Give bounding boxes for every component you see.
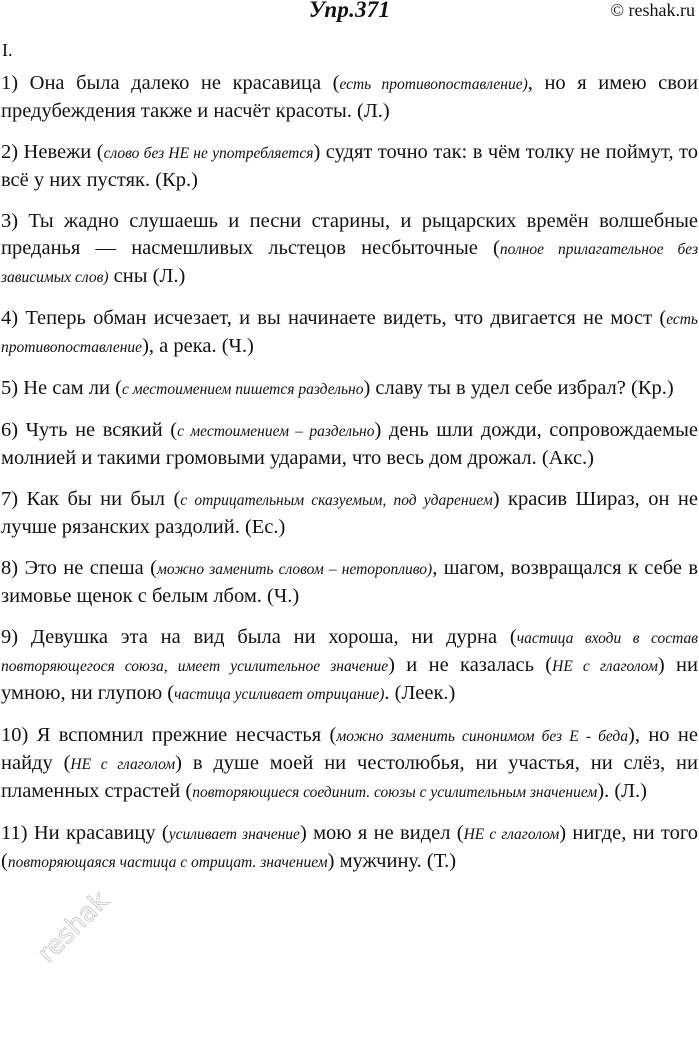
- exercise-item-7: [1, 486, 698, 541]
- exercise-item-1: [1, 70, 698, 125]
- sentence-text: 2) Невежи (: [1, 141, 104, 163]
- sentence-text: 7) Как бы ни был (: [1, 488, 181, 510]
- sentence-text: ) судят точно так: в чём толку не поймут, то всё у них пустяк. (Кр.): [1, 141, 698, 191]
- sentence-text: , шагом, возвращался к себе в зимовье щенок с белым лбом. (Ч.): [1, 557, 698, 607]
- sentence-text: ) в душе моей ни честолюбья, ни участья, ни слёз, ни пламенных страстей (: [1, 752, 698, 802]
- grammar-note: с местоимением пишется раздельно: [121, 381, 364, 398]
- sentence-text: 4) Теперь обман исчезает, и вы начинаете видеть, что двигается не мост (: [1, 307, 667, 329]
- sentence-text: ) славу ты в удел себе избрал? (Кр.): [363, 377, 674, 399]
- sentence-text: ) красив Шираз, он не лучше рязанских раздолий. (Ес.): [1, 488, 698, 538]
- sentence-text: . (Леек.): [384, 682, 456, 704]
- exercise-item-10: [1, 722, 698, 806]
- sentence-text: ) мою я не видел (: [299, 822, 464, 844]
- exercise-item-3: [1, 208, 698, 291]
- grammar-note: частица входи в состав повторяющегося союза, имеет усилительное значение: [1, 630, 698, 675]
- sentence-text: ) и не казалась (: [388, 654, 553, 676]
- grammar-note: усиливает значение: [168, 826, 300, 843]
- sentence-text: 3) Ты жадно слушаешь и песни старины, и рыцарских времён волшебные преданья — насмешливых льстецов несбыточные (: [1, 210, 698, 259]
- sentence-text: 1) Она была далеко не красавица (: [1, 72, 340, 94]
- exercise-content: [1, 70, 698, 890]
- copyright-watermark-icon: [20, 880, 140, 970]
- grammar-note: полное прилагательное без зависимых слов): [1, 241, 698, 286]
- grammar-note: повторяющаяся частица с отрицат. значением: [7, 854, 328, 871]
- section-label: I.: [2, 40, 13, 60]
- sentence-text: ) нигде, ни того (: [1, 822, 698, 872]
- exercise-item-2: [1, 139, 698, 194]
- sentence-text: ) ни умною, ни глупою (: [1, 654, 698, 704]
- exercise-item-5: [1, 375, 698, 403]
- grammar-note: слово без НЕ не употребляется: [103, 145, 314, 162]
- grammar-note: частица усиливает отрицание): [174, 686, 385, 703]
- exercise-title: Упр.371: [308, 0, 391, 22]
- grammar-note: есть противопоставление: [1, 311, 698, 356]
- sentence-text: 9) Девушка эта на вид была ни хороша, ни дурна (: [1, 626, 517, 648]
- grammar-note: НЕ с глаголом: [463, 826, 560, 843]
- grammar-note: можно заменить синонимом без Е - беда: [336, 728, 628, 745]
- exercise-item-9: [1, 624, 698, 708]
- grammar-note: можно заменить словом – неторопливо): [156, 561, 433, 578]
- sentence-text: ). (Л.): [597, 780, 648, 802]
- sentence-text: 6) Чуть не всякий (: [1, 419, 178, 441]
- svg-text:reshak: reshak: [31, 886, 115, 969]
- grammar-note: НЕ с глаголом: [552, 658, 658, 675]
- grammar-note: с отрицательным сказуемым, под ударением: [180, 492, 493, 509]
- sentence-text: 10) Я вспомнил прежние несчастья (: [1, 724, 337, 746]
- exercise-item-4: [1, 305, 698, 361]
- sentence-text: ) мужчину. (Т.): [327, 850, 457, 872]
- grammar-note: есть противопоставление): [339, 76, 528, 93]
- copyright-notice: © reshak.ru: [610, 0, 695, 20]
- grammar-note: повторяющиеся соединит. союзы с усилительным значением: [192, 784, 598, 801]
- sentence-text: 5) Не сам ли (: [1, 377, 122, 399]
- sentence-text: сны (Л.): [108, 265, 186, 287]
- page-header: [0, 0, 699, 30]
- sentence-text: 8) Это не спеша (: [1, 557, 157, 579]
- sentence-text: 11) Ни красавицу (: [1, 822, 169, 844]
- exercise-item-8: [1, 555, 698, 610]
- exercise-item-6: [1, 417, 698, 472]
- sentence-text: ), а река. (Ч.): [142, 335, 254, 357]
- grammar-note: с местоимением – раздельно: [177, 423, 375, 440]
- sentence-text: , но я имею свои предубеждения также и насчёт красоты. (Л.): [1, 72, 699, 122]
- grammar-note: НЕ с глаголом: [70, 756, 176, 773]
- exercise-item-11: [1, 820, 698, 876]
- sentence-text: ) день шли дожди, сопровождаемые молнией и такими громовыми ударами, что весь дом дрожал. (Акс.): [1, 419, 698, 469]
- sentence-text: ), но не найду (: [1, 724, 698, 774]
